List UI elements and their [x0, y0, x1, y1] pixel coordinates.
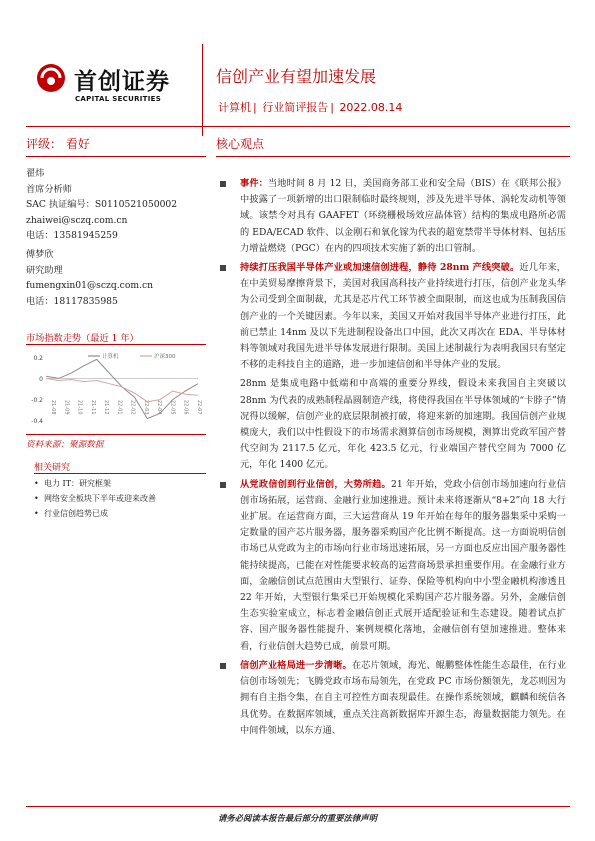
bullet-square-icon — [220, 265, 226, 271]
meta-industry: 计算机 — [218, 101, 251, 114]
header-divider — [202, 44, 203, 136]
chart-bottom-line — [26, 434, 206, 435]
analyst-email: zhaiwei@sczq.com.cn — [26, 214, 128, 226]
rating-label: 评级： — [26, 137, 63, 151]
related-research-list — [34, 476, 156, 521]
x-tick-label: 22-01 — [116, 400, 123, 415]
y-tick-label: -0.4 — [31, 418, 43, 426]
market-index-chart — [26, 348, 204, 432]
legend-label: 沪深300 — [154, 354, 176, 360]
rating — [26, 135, 90, 152]
analyst-1 — [26, 166, 177, 244]
header-line-right — [202, 126, 570, 127]
analyst-title: 首席分析师 — [26, 183, 72, 195]
related-research-title: 相关研究 — [34, 463, 71, 473]
logo-text: 首创证券 — [74, 69, 170, 95]
paragraph-28nm: 28nm 是集成电路中低端和中高端的重要分界线，假设未来我国自主突破以 28nm 为代表的成熟制程晶圆制造产线，将使得我国在半导体领域的“卡脖子”情况得以缓解，信创产业的底层限制被打破，将迎来新的加速期。我国信创产业规模庞大，我们以中性假设下的市场需求测算信创市场规模，测算出党政军国产替代空间为 2117.5 亿元，年化 423.5 亿元，行业端国产替代空间为 7000 亿元，年化 1400 亿元。 — [240, 378, 566, 471]
x-tick-label: 22-03 — [142, 400, 149, 415]
analyst-email: fumengxin01@sczq.com.cn — [26, 280, 154, 291]
analyst-2 — [26, 247, 153, 309]
bullet-square-icon — [220, 482, 226, 488]
related-item[interactable]: • 行业信创趋势已成 — [34, 509, 108, 518]
core-underline — [216, 156, 570, 157]
analyst-phone: 电话：13581945259 — [26, 230, 118, 241]
y-tick-label: -0.2 — [31, 397, 43, 405]
core-view-title: 核心观点 — [216, 137, 265, 151]
bullet-pressure — [216, 260, 566, 373]
related-item[interactable]: • 电力 IT：研究框架 — [34, 479, 112, 488]
report-title: 信创产业有望加速发展 — [216, 67, 377, 86]
bullet-text: 当地时间 8 月 12 日，美国商务部工业和安全局（BIS）在《联邦公报》中披露了一项新增的出口限制临时最终规则，涉及先进半导体、涡轮发动机等领域。该禁令对具有 GAAFET（环绕栅极场效应晶体管）结构的集成电路所必需的 EDA/ECAD 软件、以金刚石和氧化镓为代表的超宽禁带半导体材料、包括压力增益燃烧（PGC）在内的四项技术实施了新的出口管制。 — [240, 178, 566, 254]
x-tick-label: 21-12 — [103, 400, 110, 415]
bullet-square-icon — [220, 663, 226, 669]
bullet-text: 21 年开始，党政小信创市场加速向行业信创市场拓展，运营商、金融行业加速推进。预计未来将逐渐从“8+2”向 18 大行业扩展。在运营商方面，三大运营商从 19 年开始在每年的服务器集采中采购一定数量的国产芯片服务器，服务器采购国产化比例不断提高。这一方面说明信创市场已从党政为主的市场向行业市场迅速拓展，另一方面也反应出国产服务器性能持续提高，已能在对性能要求较高的运营商场景承担重要作用。在金融行业方面，金融信创试点范围由大型银行、证券、保险等机构向中小型金融机构渗透且 22 年开始，大型银行集采已开始规模化采购国产芯片服务器。另外，金融信创生态实验室成立，标志着金融信创正式展开适配验证和生态建设。随着试点扩容、国产服务器性能提升、案例规模化落地，金融信创有望加速推进。整体来看，行业信创大趋势已成，前景可期。 — [240, 478, 566, 652]
analyst-phone: 电话：18117835985 — [26, 295, 118, 307]
legend-label: 计算机 — [102, 354, 119, 360]
bullet-landscape — [216, 658, 566, 739]
core-view-body — [216, 176, 566, 742]
related-underline — [34, 473, 206, 474]
related-item[interactable]: • 网络安全板块下半年或迎来改善 — [34, 494, 156, 503]
x-tick-label: 21-09 — [63, 400, 70, 415]
chart-title: 市场指数走势（最近 1 年） — [26, 333, 139, 344]
chart-title-underline — [26, 344, 206, 345]
header-line-left — [26, 126, 206, 127]
analyst-name: 翟炜 — [26, 168, 45, 179]
company-logo-icon — [36, 63, 66, 93]
x-tick-label: 22-02 — [129, 400, 136, 415]
analyst-license: SAC 执证编号：S0110521050002 — [26, 199, 178, 210]
logo-english-text: CAPITAL SECURITIES — [75, 95, 162, 103]
x-tick-label: 21-08 — [50, 400, 56, 415]
bullet-square-icon — [220, 181, 226, 187]
rating-underline — [26, 156, 206, 157]
analyst-name: 傅梦欣 — [26, 249, 54, 260]
x-tick-label: 21-10 — [76, 400, 83, 415]
bullet-heading: 持续打压我国半导体产业或加速信创进程，静待 28nm 产线突破。 — [240, 262, 520, 274]
x-tick-label: 22-07 — [196, 400, 202, 415]
report-meta: 计算机 | 行业简评报告 | 2022.08.14 — [218, 101, 403, 114]
bullet-heading: 从党政信创到行业信创，大势所趋。 — [240, 478, 391, 490]
bullet-industry-trend — [216, 477, 566, 655]
footer-line — [26, 806, 570, 807]
analyst-title: 研究助理 — [26, 264, 63, 276]
x-tick-label: 22-04 — [156, 400, 163, 415]
y-tick-label: 0 — [39, 375, 43, 383]
rating-value: 看好 — [65, 137, 90, 151]
bullet-text: 近几年来，在中美贸易摩擦背景下，美国对我国高科技产业持续进行打压，信创产业龙头华为公司受到全面制裁，尤其是芯片代工环节被全面限制，而这也成为压制我国信创产业的一个关键因素。今年以来，美国又开始对我国半导体产业进行打压，此前已禁止 14nm 及以下先进制程设备出口中国，此次又再次在 EDA、半导体材料等领域对我国先进半导体发展进行限制。美国上述制裁行为表明我国只有坚定不移的走科技自主的道路，进一步加速信创和半导体产业的发展。 — [240, 262, 566, 371]
bullet-heading: 信创产业格局进一步清晰。 — [240, 659, 352, 671]
x-tick-label: 22-06 — [182, 400, 189, 415]
x-tick-label: 21-11 — [89, 400, 96, 415]
meta-type: 行业简评报告 — [262, 101, 329, 114]
chart-source: 资料来源：聚源数据 — [26, 440, 104, 450]
bullet-event — [216, 176, 566, 257]
bullet-text: 在芯片领域，海光、鲲鹏整体性能生态最佳，在行业信创市场领先；飞腾党政市场布局领先，在党政 PC 市场份额领先，龙芯则因为拥有自主指令集，在自主可控性方面表现最佳。在操作系统领域，麒麟和统信各具优势。在数据库领域，重点关注高新数据库开源生态，海量数据能力领先。在中间件领域，以东方通、 — [240, 659, 567, 736]
x-tick-label: 22-05 — [169, 400, 176, 415]
legal-disclaimer: 请务必阅读本报告最后部分的重要法律声明 — [217, 813, 378, 823]
y-tick-label: 0.2 — [33, 354, 43, 362]
meta-date: 2022.08.14 — [339, 101, 403, 114]
bullet-heading: 事件： — [240, 178, 268, 189]
